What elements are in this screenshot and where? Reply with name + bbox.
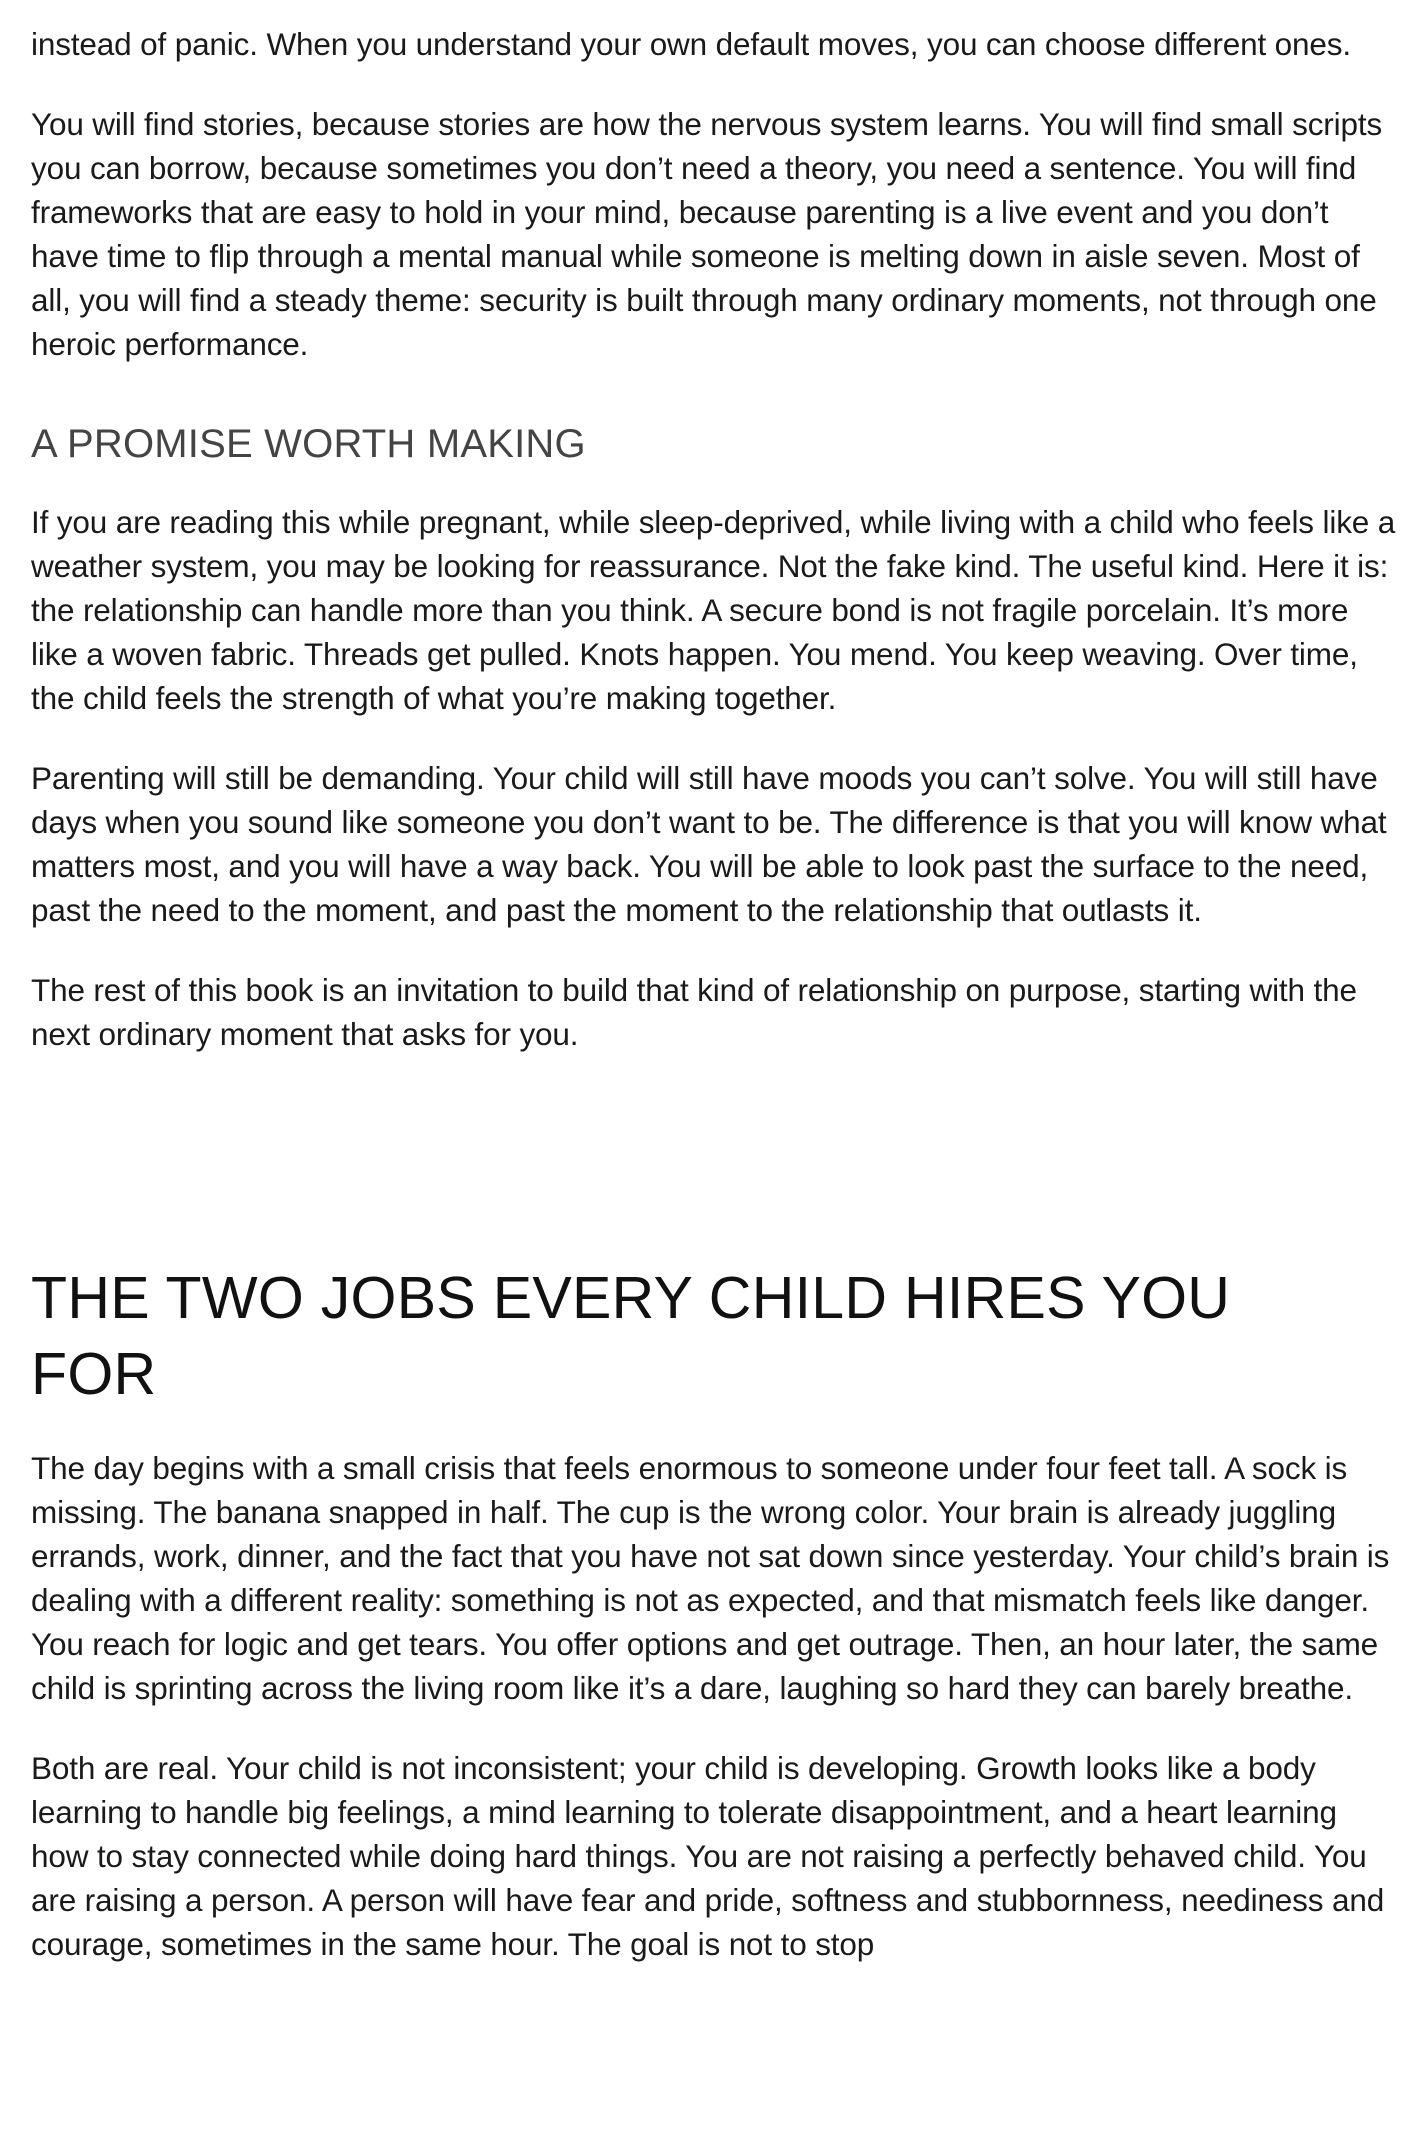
chapter-title: THE TWO JOBS EVERY CHILD HIRES YOU FOR [31,1265,1231,1407]
body-paragraph: Parenting will still be demanding. Your child will still have moods you can’t solve. You will still have days when you sound like someone you don’t want to be. The difference is that you will know what matters most, and you will have a way back. You will be able to look past the surface to the need, past the need to the moment, and past the moment to the relationship that outlasts it. [31,760,1387,928]
body-paragraph: The day begins with a small crisis that feels enormous to someone under four feet tall. A sock is missing. The banana snapped in half. The cup is the wrong color. Your brain is already juggling errands, work, dinner, and the fact that you have not sat down since yesterday. Your child’s brain is dealing with a different reality: something is not as expected, and that mismatch feels like danger. You reach for logic and get tears. You offer options and get outrage. Then, an hour later, the same child is sprinting across the living room like it’s a dare, laughing so hard they can barely breathe. [31,1450,1390,1706]
body-paragraph: If you are reading this while pregnant, while sleep-deprived, while living with a child who feels like a weather system, you may be looking for reassurance. Not the fake kind. The useful kind. Here it is: the relationship can handle more than you think. A secure bond is not fragile porcelain. It’s more like a woven fabric. Threads get pulled. Knots happen. You mend. You keep weaving. Over time, the child feels the strength of what you’re making together. [31,504,1396,716]
body-paragraph: instead of panic. When you understand your own default moves, you can choose different ones. [31,26,1351,62]
document-page [31,0,1401,1966]
body-paragraph: The rest of this book is an invitation to build that kind of relationship on purpose, starting with the next ordinary moment that asks for you. [31,972,1357,1052]
section-heading: A PROMISE WORTH MAKING [31,422,586,466]
body-paragraph: You will find stories, because stories are how the nervous system learns. You will find small scripts you can borrow, because sometimes you don’t need a theory, you need a sentence. You will find frameworks that are easy to hold in your mind, because parenting is a live event and you don’t have time to flip through a mental manual while someone is melting down in aisle seven. Most of all, you will find a steady theme: security is built through many ordinary moments, not through one heroic performance. [31,106,1383,362]
body-paragraph: Both are real. Your child is not inconsistent; your child is developing. Growth looks like a body learning to handle big feelings, a mind learning to tolerate disappointment, and a heart learning how to stay connected while doing hard things. You are not raising a perfectly behaved child. You are raising a person. A person will have fear and pride, softness and stubbornness, neediness and courage, sometimes in the same hour. The goal is not to stop [31,1750,1385,1962]
